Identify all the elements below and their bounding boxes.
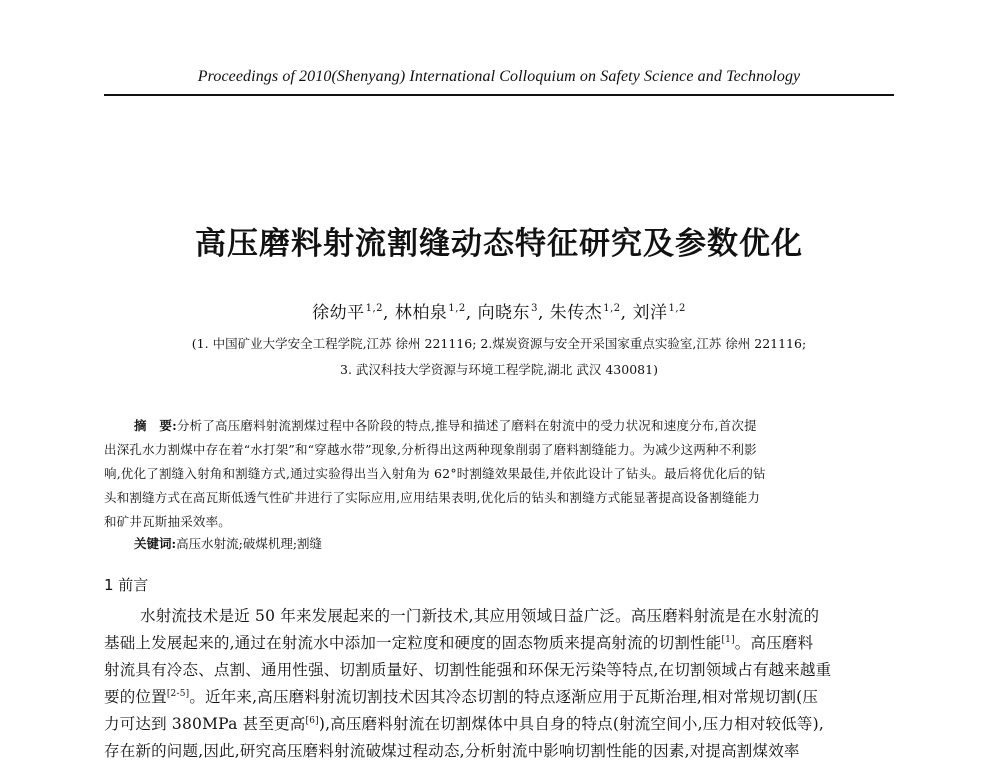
body-text: ),高压磨料射流在切割煤体中具自身的特点(射流空间小,压力相对较低等), xyxy=(318,715,824,733)
affiliation-line: 3. 武汉科技大学资源与环境工程学院,湖北 武汉 430081) xyxy=(340,362,658,377)
author-list xyxy=(104,298,894,323)
running-header: Proceedings of 2010(Shenyang) International Colloquium on Safety Science and Technology xyxy=(197,68,801,85)
author-affil-mark: 1,2 xyxy=(603,303,621,314)
affiliation-line: (1. 中国矿业大学安全工程学院,江苏 徐州 221116; 2.煤炭资源与安全开采国家重点实验室,江苏 徐州 221116; xyxy=(191,336,807,351)
abstract-label: 摘 要: xyxy=(134,418,177,433)
header-rule xyxy=(104,94,894,96)
abstract-line: 响,优化了割缝入射角和割缝方式,通过实验得出当入射角为 62°时割缝效果最佳,并依此设计了钻头。最后将优化后的钻 xyxy=(104,466,766,481)
author xyxy=(312,303,389,323)
abstract-line xyxy=(104,416,894,434)
author-name: 林柏泉 xyxy=(394,303,448,323)
body-line xyxy=(104,631,894,653)
keywords-label: 关键词: xyxy=(134,536,177,551)
body-line: 水射流技术是近 50 年来发展起来的一门新技术,其应用领域日益广泛。高压磨料射流是在水射流的 xyxy=(140,607,820,625)
body-text: 基础上发展起来的,通过在射流水中添加一定粒度和硬度的固态物质来提高射流的切割性能 xyxy=(104,634,722,652)
body-text: 。高压磨料 xyxy=(734,634,814,652)
citation-ref: [6] xyxy=(305,716,319,726)
citation-ref: [2-5] xyxy=(166,689,190,699)
body-text: 要的位置 xyxy=(104,688,167,706)
author-sep: , xyxy=(383,303,389,323)
citation-ref: [1] xyxy=(721,635,735,645)
author-affil-mark: 1,2 xyxy=(448,303,466,314)
body-line xyxy=(104,712,894,734)
author xyxy=(632,303,685,323)
abstract-text: 分析了高压磨料射流割煤过程中各阶段的特点,推导和描述了磨料在射流中的受力状况和速度分布,首次提 xyxy=(176,418,757,433)
author-sep: , xyxy=(537,303,544,323)
body-line: 存在新的问题,因此,研究高压磨料射流破煤过程动态,分析射流中影响切割性能的因素,对提高割煤效率 xyxy=(104,742,800,760)
author xyxy=(478,303,544,323)
abstract-line: 出深孔水力割煤中存在着“水打架”和“穿越水带”现象,分析得出这两种现象削弱了磨料割缝能力。为减少这两种不利影 xyxy=(104,442,757,457)
author-affil-mark: 3 xyxy=(531,303,538,314)
paper-title: 高压磨料射流割缝动态特征研究及参数优化 xyxy=(195,226,803,262)
author-name: 向晓东 xyxy=(477,303,531,323)
abstract-line: 头和割缝方式在高瓦斯低透气性矿井进行了实际应用,应用结果表明,优化后的钻头和割缝方式能显著提高设备割缝能力 xyxy=(104,490,761,505)
author-name: 刘洋 xyxy=(632,303,668,323)
body-text: 。近年来,高压磨料射流切割技术因其冷态切割的特点逐渐应用于瓦斯治理,相对常规切割(压 xyxy=(189,688,819,706)
body-text: 力可达到 380MPa 甚至更高 xyxy=(104,715,306,733)
abstract-line: 和矿井瓦斯抽采效率。 xyxy=(104,514,232,529)
section-heading: 1 前言 xyxy=(104,576,149,594)
author xyxy=(550,303,627,323)
author-sep: , xyxy=(620,303,627,323)
body-line: 射流具有冷态、点割、通用性强、切割质量好、切割性能强和环保无污染等特点,在切割领域占有越来越重 xyxy=(104,661,832,679)
author-affil-mark: 1,2 xyxy=(668,303,686,314)
body-line xyxy=(104,685,894,707)
author-sep: , xyxy=(465,303,472,323)
keywords xyxy=(134,534,322,552)
keywords-text: 高压水射流;破煤机理;割缝 xyxy=(176,536,323,551)
author-name: 徐幼平 xyxy=(312,303,365,323)
author xyxy=(395,303,472,323)
author-affil-mark: 1,2 xyxy=(365,303,384,314)
author-name: 朱传杰 xyxy=(549,303,603,323)
